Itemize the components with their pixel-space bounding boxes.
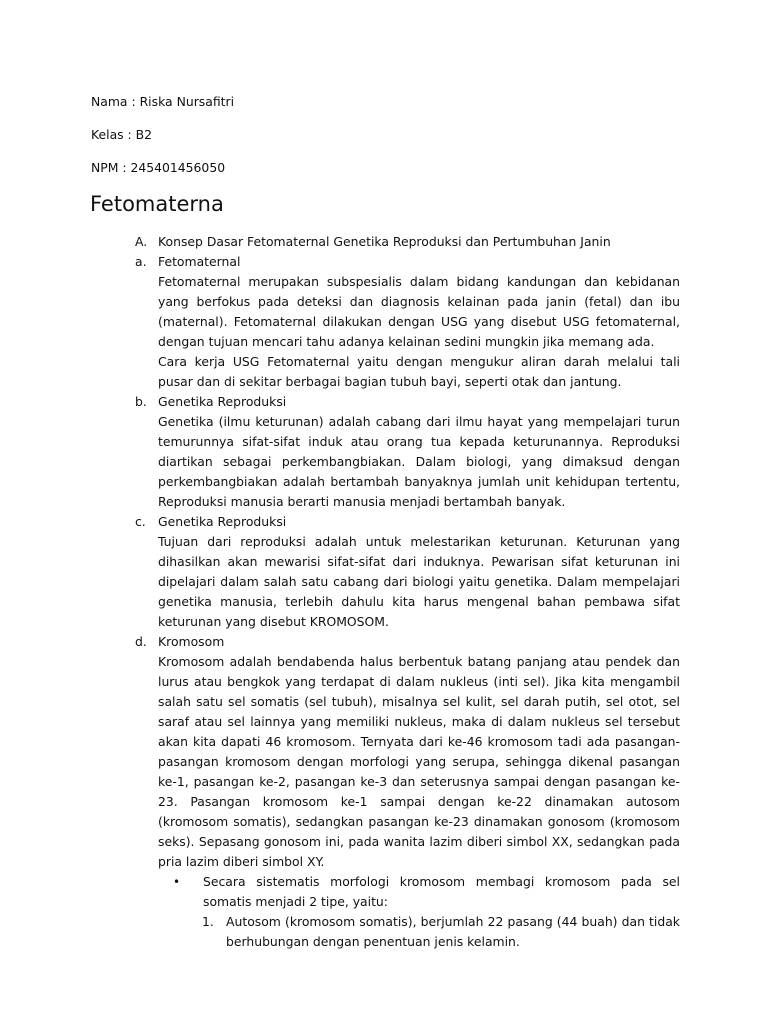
item-paragraph: Cara kerja USG Fetomaternal yaitu dengan mengukur aliran darah melalui tali pusar dan di sekitar berbagai bagian tubuh bayi, seperti otak dan jantung.: [158, 354, 680, 389]
list-item-b: [90, 392, 680, 512]
student-npm: NPM : 245401456050: [91, 160, 226, 175]
item-heading: Kromosom: [158, 634, 225, 649]
section-heading: Konsep Dasar Fetomaternal Genetika Reproduksi dan Pertumbuhan Janin: [158, 234, 611, 249]
item-heading: Fetomaternal: [158, 254, 241, 269]
item-paragraph: Kromosom adalah bendabenda halus berbentuk batang panjang atau pendek dan lurus atau bengkok yang terdapat di dalam nukleus (inti sel). Jika kita mengambil salah satu sel somatis (sel tubuh), misalnya sel kulit, sel darah putih, sel otot, sel saraf atau sel lainnya yang memiliki nukleus, maka di dalam nukleus sel tersebut akan kita dapati 46 kromosom. Ternyata dari ke-46 kromosom tadi ada pasangan-pasangan kromosom dengan morfologi yang serupa, sehingga dikenal pasangan ke-1, pasangan ke-2, pasangan ke-3 dan seterusnya sampai dengan pasangan ke-23. Pasangan kromosom ke-1 sampai dengan ke-22 dinamakan autosom (kromosom somatis), sedangkan pasangan ke-23 dinamakan gonosom (kromosom seks). Sepasang gonosom ini, pada wanita lazim diberi simbol XX, sedangkan pada pria lazim diberi simbol XY.: [158, 654, 680, 869]
item-heading: Genetika Reproduksi: [158, 394, 287, 409]
bullet-item: [90, 872, 680, 912]
bullet-icon: •: [173, 875, 181, 889]
item-marker: c.: [135, 514, 146, 529]
item-marker: a.: [135, 254, 147, 269]
item-marker: d.: [135, 634, 147, 649]
student-name: Nama : Riska Nursafitri: [91, 94, 235, 109]
section-heading-a: [90, 232, 680, 252]
item-paragraph: Tujuan dari reproduksi adalah untuk melestarikan keturunan. Keturunan yang dihasilkan akan mewarisi sifat-sifat dari induknya. Pewarisan sifat keturunan ini dipelajari dalam salah satu cabang dari biologi yaitu genetika. Dalam mempelajari genetika manusia, terlebih dahulu kita harus mengenal bahan pembawa sifat keturunan yang disebut KROMOSOM.: [158, 534, 680, 629]
list-item-c: [90, 512, 680, 632]
item-paragraph: Genetika (ilmu keturunan) adalah cabang dari ilmu hayat yang mempelajari turun temurunnya sifat-sifat induk atau orang tua kepada keturunannya. Reproduksi diartikan sebagai perkembangbiakan. Dalam biologi, yang dimaksud dengan perkembangbiakan adalah bertambah banyaknya jumlah unit kehidupan tertentu, Reproduksi manusia berarti manusia menjadi bertambah banyak.: [158, 414, 680, 509]
item-heading: Genetika Reproduksi: [158, 514, 287, 529]
document-body: [90, 232, 680, 952]
item-marker: b.: [135, 394, 147, 409]
bullet-text: Secara sistematis morfologi kromosom membagi kromosom pada sel somatis menjadi 2 tipe, yaitu:: [203, 874, 680, 909]
section-marker: A.: [135, 234, 148, 249]
student-class: Kelas : B2: [91, 127, 153, 142]
document-title: Fetomaterna: [90, 192, 224, 216]
numbered-marker: 1.: [202, 914, 214, 929]
list-item-a: [90, 252, 680, 392]
list-item-d: [90, 632, 680, 872]
item-paragraph: Fetomaternal merupakan subspesialis dalam bidang kandungan dan kebidanan yang berfokus pada deteksi dan diagnosis kelainan pada janin (fetal) dan ibu (maternal). Fetomaternal dilakukan dengan USG yang disebut USG fetomaternal, dengan tujuan mencari tahu adanya kelainan sedini mungkin jika memang ada.: [158, 274, 680, 349]
numbered-text: Autosom (kromosom somatis), berjumlah 22 pasang (44 buah) dan tidak berhubungan dengan penentuan jenis kelamin.: [226, 914, 680, 949]
numbered-item-1: [90, 912, 680, 952]
